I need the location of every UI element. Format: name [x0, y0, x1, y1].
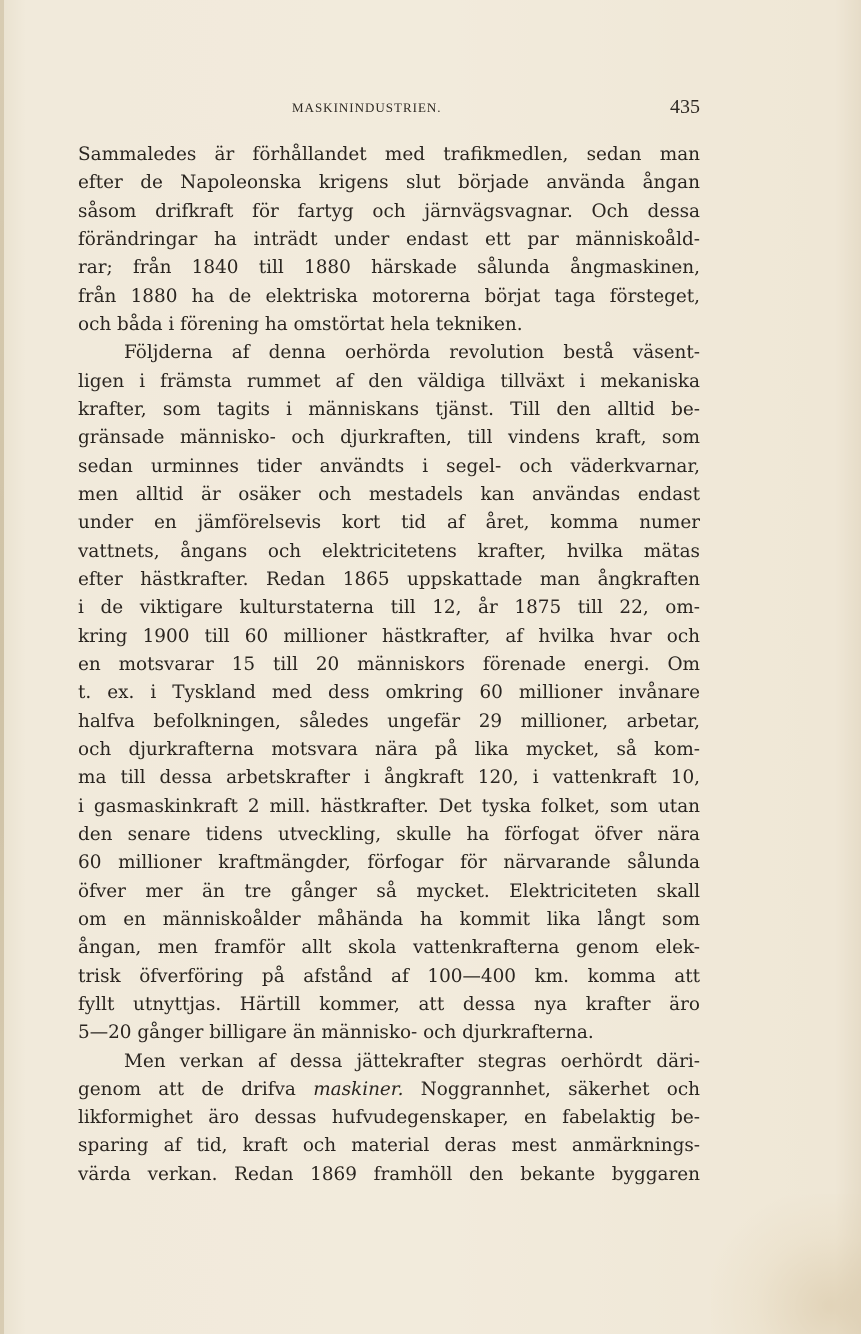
text-line: Följderna af denna oerhörda revolution bestå väsent- — [124, 342, 700, 364]
text-line: i de viktigare kulturstaterna till 12, år 1875 till 22, om- — [78, 597, 700, 619]
text-line: och djurkrafterna motsvara nära på lika mycket, så kom- — [78, 738, 700, 760]
page-binding-edge — [0, 0, 4, 1334]
text-line: Men verkan af dessa jättekrafter stegras oerhördt däri- — [124, 1050, 700, 1072]
text-line: och båda i förening ha omstörtat hela tekniken. — [78, 313, 523, 335]
text-line: t. ex. i Tyskland med dess omkring 60 millioner invånare — [78, 682, 700, 704]
text-line: Sammaledes är förhållandet med trafikmedlen, sedan man — [78, 144, 700, 165]
running-title: MASKININDUSTRIEN. — [292, 100, 442, 115]
text-segment: Noggrannhet, säkerhet och — [420, 1078, 700, 1100]
text-line: en motsvarar 15 till 20 människors förenade energi. Om — [78, 653, 700, 675]
text-line: 60 millioner kraftmängder, förfogar för närvarande sålunda — [78, 852, 700, 874]
text-line: förändringar ha inträdt under endast ett par människoåld- — [78, 228, 700, 250]
text-line: men alltid är osäker och mestadels kan användas endast — [78, 483, 700, 505]
text-line: halfva befolkningen, således ungefär 29 millioner, arbetar, — [78, 710, 700, 732]
text-line: likformighet äro dessas hufvudegenskaper, en fabelaktig be- — [78, 1107, 700, 1129]
text-line-mixed — [78, 1076, 700, 1104]
text-line: värda verkan. Redan 1869 framhöll den bekante byggaren — [78, 1163, 700, 1185]
text-line: såsom drifkraft för fartyg och järnvägsvagnar. Och dessa — [78, 200, 700, 222]
italic-word: maskiner. — [313, 1078, 404, 1100]
text-line: under en jämförelsevis kort tid af året, komma numer — [78, 512, 700, 534]
text-line: kring 1900 till 60 millioner hästkrafter, af hvilka hvar och — [78, 625, 700, 647]
text-line: sparing af tid, kraft och material deras mest anmärknings- — [78, 1135, 700, 1157]
text-line: ligen i främsta rummet af den väldiga tillväxt i mekaniska — [78, 370, 700, 392]
text-line: om en människoålder måhända ha kommit lika långt som — [78, 908, 700, 930]
text-line: vattnets, ångans och elektricitetens krafter, hvilka mätas — [78, 540, 700, 562]
paper-stain — [711, 1194, 861, 1334]
text-line: fyllt utnyttjas. Härtill kommer, att dessa nya krafter äro — [78, 993, 700, 1015]
text-line: 5—20 gånger billigare än människo- och djurkrafterna. — [78, 1022, 594, 1044]
text-line: efter hästkrafter. Redan 1865 uppskattade man ångkraften — [78, 568, 700, 590]
text-line: gränsade människo- och djurkraften, till vindens kraft, som — [78, 427, 700, 449]
text-line: ångan, men framför allt skola vattenkrafterna genom elek- — [78, 937, 700, 959]
page-header — [78, 96, 700, 122]
text-segment: genom att de drifva — [78, 1078, 296, 1100]
text-line: rar; från 1840 till 1880 härskade sålunda ångmaskinen, — [78, 257, 700, 279]
page-number: 435 — [670, 96, 700, 118]
text-line: sedan urminnes tider användts i segel- och väderkvarnar, — [78, 455, 700, 477]
text-line: ma till dessa arbetskrafter i ångkraft 120, i vattenkraft 10, — [78, 767, 700, 789]
text-line: från 1880 ha de elektriska motorerna börjat taga försteget, — [78, 285, 700, 307]
text-line: i gasmaskinkraft 2 mill. hästkrafter. Det tyska folket, som utan — [78, 795, 700, 817]
text-line: trisk öfverföring på afstånd af 100—400 km. komma att — [78, 965, 700, 987]
text-line: krafter, som tagits i människans tjänst. Till den alltid be- — [78, 398, 700, 420]
text-line: den senare tidens utveckling, skulle ha förfogat öfver nära — [78, 823, 700, 845]
text-line: efter de Napoleonska krigens slut började använda ångan — [78, 172, 700, 194]
text-line: öfver mer än tre gånger så mycket. Elektriciteten skall — [78, 880, 700, 902]
body-text — [78, 141, 700, 1189]
